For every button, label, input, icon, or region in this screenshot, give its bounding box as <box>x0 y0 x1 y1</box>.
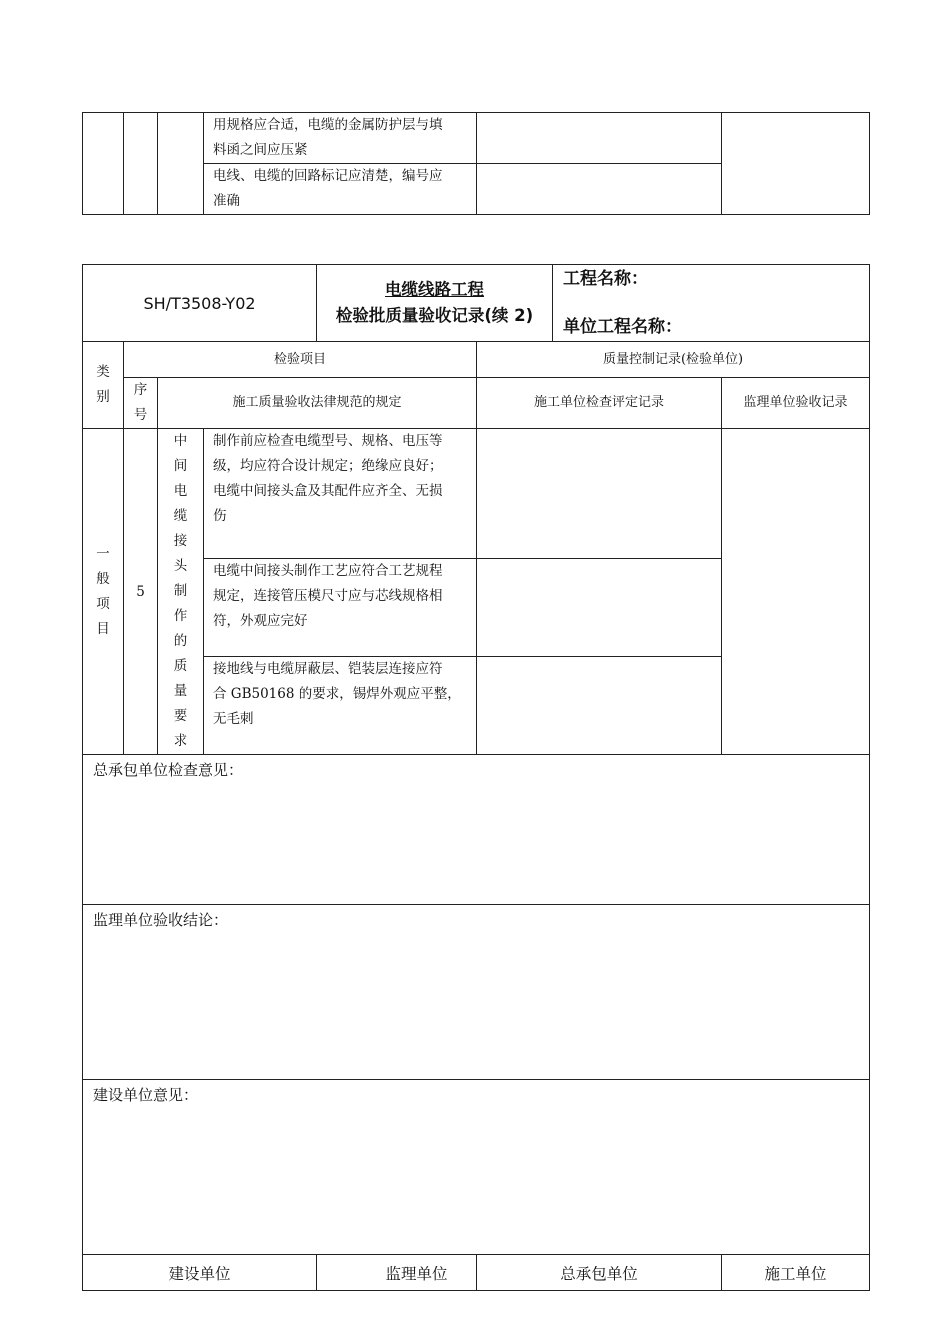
requirement-3-line2: 合 GB50168 的要求，锡焊外观应平整， <box>213 686 461 703</box>
top-contractor-record-1[interactable] <box>477 113 722 164</box>
requirement-1-line2: 级，均应符合设计规定；绝缘应良好； <box>213 458 443 474</box>
item-name-cell <box>158 429 204 755</box>
contractor-record-1[interactable] <box>477 429 722 559</box>
supervisor-record-header: 监理单位验收记录 <box>722 378 870 429</box>
vertical-char: 一 <box>96 545 110 562</box>
top-category-cell <box>83 113 124 215</box>
requirement-2 <box>204 559 477 657</box>
general-contractor-opinion[interactable] <box>83 755 870 905</box>
contractor-record-3[interactable] <box>477 657 722 755</box>
line: 准确 <box>213 193 240 209</box>
unit-project-label: 单位工程名称： <box>563 317 683 337</box>
contractor-record-2[interactable] <box>477 559 722 657</box>
owner-opinion-label: 建设单位意见： <box>93 1086 199 1104</box>
regulation-header: 施工质量验收法律规范的规定 <box>158 378 477 429</box>
requirement-1-line3: 电缆中间接头盒及其配件应齐全、无损 <box>213 483 443 499</box>
line: 料函之间应压紧 <box>213 142 308 158</box>
vertical-char: 中 <box>173 433 188 449</box>
project-info <box>553 265 870 342</box>
vertical-char: 接 <box>173 533 188 549</box>
seq-header <box>124 378 158 429</box>
requirement-3-line1: 接地线与电缆屏蔽层、铠装层连接应符 <box>213 661 443 678</box>
contractor-record-header: 施工单位检查评定记录 <box>477 378 722 429</box>
supervisor-conclusion-label: 监理单位验收结论： <box>93 911 229 929</box>
top-requirement-2 <box>204 164 477 215</box>
supervisor-record-cell[interactable] <box>722 429 870 755</box>
requirement-2-line2: 规定，连接管压模尺寸应与芯线规格相 <box>213 588 443 605</box>
vertical-char: 目 <box>96 620 110 637</box>
requirement-3 <box>204 657 477 755</box>
vertical-char: 别 <box>96 389 110 405</box>
vertical-char: 作 <box>173 608 188 624</box>
category-cell <box>83 429 124 755</box>
project-name-label: 工程名称： <box>563 269 649 289</box>
vertical-char: 号 <box>133 407 148 423</box>
requirement-1-line4: 伤 <box>213 508 227 524</box>
owner-opinion[interactable] <box>83 1080 870 1255</box>
top-seq-cell <box>124 113 158 215</box>
vertical-char: 头 <box>173 558 188 574</box>
vertical-char: 电 <box>173 483 188 499</box>
general-contractor-opinion-label: 总承包单位检查意见： <box>93 761 244 779</box>
vertical-char: 缆 <box>173 508 188 524</box>
vertical-char: 量 <box>173 683 188 699</box>
top-requirement-2-text <box>213 164 470 214</box>
vertical-char: 质 <box>173 658 188 674</box>
top-requirement-1-text <box>213 113 470 163</box>
top-continuation-table <box>82 112 870 215</box>
category-header-text <box>83 360 123 410</box>
vertical-char: 要 <box>173 708 188 724</box>
category-header <box>83 342 124 429</box>
vertical-char: 间 <box>173 458 188 474</box>
vertical-char: 序 <box>133 382 148 398</box>
supervisor-conclusion[interactable] <box>83 905 870 1080</box>
line: 用规格应合适，电缆的金属防护层与填 <box>213 117 443 133</box>
vertical-char: 的 <box>173 633 188 649</box>
top-requirement-1 <box>204 113 477 164</box>
signature-owner[interactable]: 建设单位 <box>83 1255 317 1291</box>
main-record-table <box>82 264 870 1291</box>
line: 电线、电缆的回路标记应清楚，编号应 <box>213 168 443 184</box>
top-supervisor-record[interactable] <box>722 113 870 215</box>
top-contractor-record-2[interactable] <box>477 164 722 215</box>
vertical-char: 般 <box>96 570 110 587</box>
requirement-2-line1: 电缆中间接头制作工艺应符合工艺规程 <box>213 563 443 580</box>
item-name-text <box>158 429 203 754</box>
form-title-line1: 电缆线路工程 <box>385 280 485 299</box>
seq-cell: 5 <box>124 429 158 755</box>
requirement-1-line1: 制作前应检查电缆型号、规格、电压等 <box>213 433 443 449</box>
quality-control-header: 质量控制记录(检验单位) <box>477 342 870 378</box>
requirement-3-line3: 无毛刺 <box>213 711 254 728</box>
signature-contractor[interactable]: 施工单位 <box>722 1255 870 1291</box>
top-item-cell <box>158 113 204 215</box>
signature-general-contractor[interactable]: 总承包单位 <box>477 1255 722 1291</box>
form-title-line2: 检验批质量验收记录(续 2) <box>335 306 534 325</box>
seq-header-text <box>124 378 157 428</box>
requirement-1 <box>204 429 477 559</box>
form-title <box>317 265 553 342</box>
vertical-char: 制 <box>173 583 188 599</box>
vertical-char: 项 <box>96 595 110 612</box>
requirement-2-line3: 符，外观应完好 <box>213 613 308 630</box>
vertical-char: 求 <box>173 733 188 749</box>
inspection-item-header: 检验项目 <box>124 342 477 378</box>
vertical-char: 类 <box>96 364 110 380</box>
category-text <box>83 542 123 642</box>
form-code: SH/T3508-Y02 <box>83 265 317 342</box>
signature-supervisor[interactable]: 监理单位 <box>317 1255 477 1291</box>
